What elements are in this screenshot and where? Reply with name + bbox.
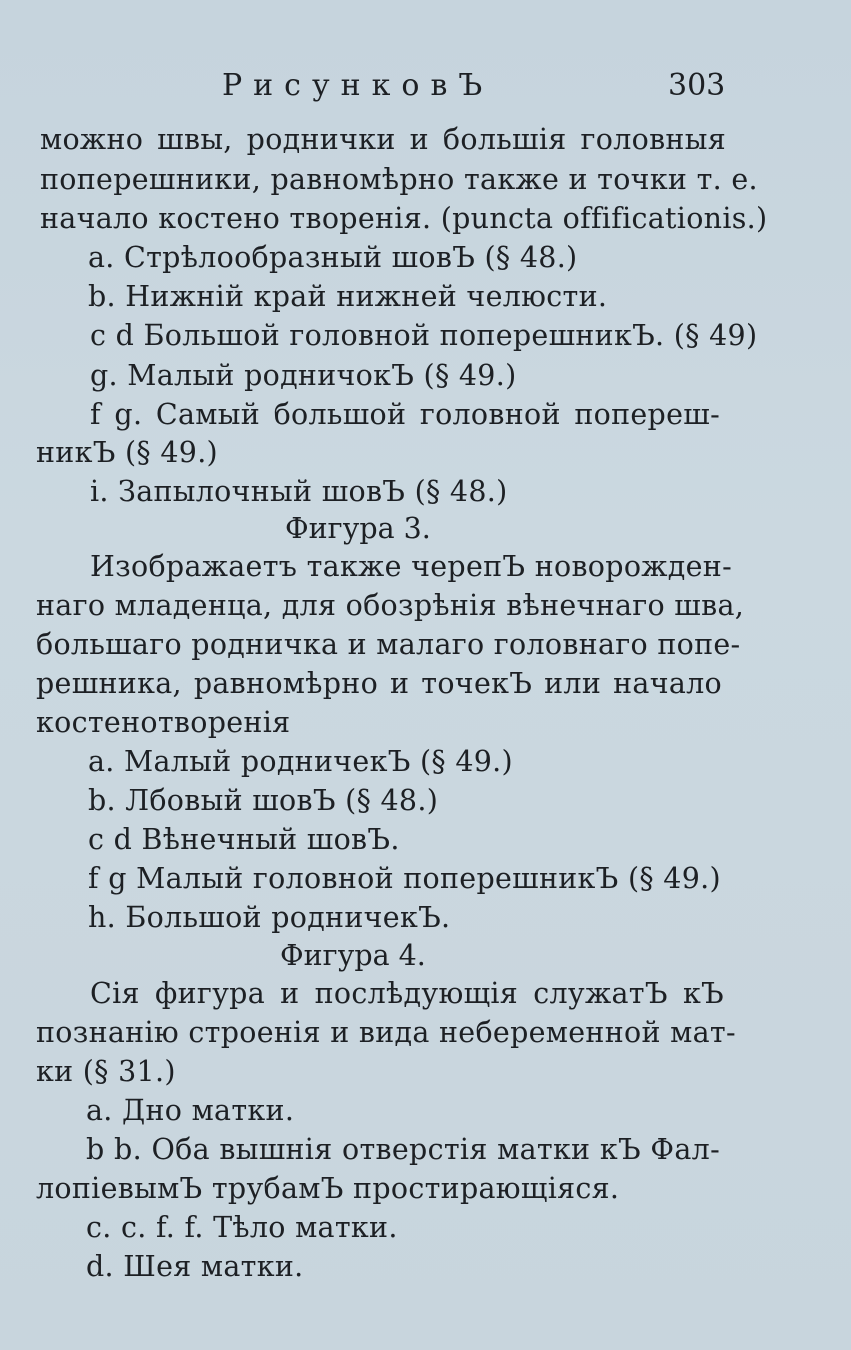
page-number: 303 [668,68,726,103]
text-line: решника, равномѣрно и точекЪ или начало [36,667,722,700]
text-line: начало костено творенія. (puncta offificationis.) [40,202,768,235]
text-line: f g. Самый большой головной попереш- [90,398,720,431]
text-line: Изображаетъ также черепЪ новорожден- [90,550,733,583]
text-line: h. Большой родничекЪ. [88,901,451,934]
figure-4-heading: Фигура 4. [280,939,426,972]
text-line: g. Малый родничокЪ (§ 49.) [90,359,517,392]
text-line: ки (§ 31.) [36,1055,176,1088]
text-line: f g Малый головной поперешникЪ (§ 49.) [88,862,721,895]
text-line: наго младенца, для обозрѣнія вѣнечнаго шва, [36,589,745,622]
text-line: a. Дно матки. [86,1094,295,1127]
text-line: d. Шея матки. [86,1250,304,1283]
text-line: c. c. f. f. Тѣло матки. [86,1211,398,1244]
text-line: поперешники, равномѣрно также и точки т. е. [40,163,758,196]
text-line: c d Вѣнечный шовЪ. [88,823,400,856]
text-line: a. Малый родничекЪ (§ 49.) [88,745,513,778]
text-line: a. Стрѣлообразный шовЪ (§ 48.) [88,241,578,274]
text-line: Сія фигура и послѣдующія служатЪ кЪ [90,977,724,1010]
text-line: никЪ (§ 49.) [36,436,218,469]
text-line: познанію строенія и вида небеременной мат- [36,1016,736,1049]
text-line: c d Большой головной поперешникЪ. (§ 49) [90,319,758,352]
page-header [0,66,851,106]
text-line: костенотворенія [36,706,291,739]
running-title: РисунковЪ [222,68,494,103]
text-line: i. Запылочный шовЪ (§ 48.) [90,475,508,508]
text-line: b b. Оба вышнія отверстія матки кЪ Фал- [86,1133,720,1166]
text-line: большаго родничка и малаго головнаго попе- [36,628,741,661]
text-line: b. Лбовый шовЪ (§ 48.) [88,784,439,817]
figure-3-heading: Фигура 3. [285,512,431,545]
text-line: лопіевымЪ трубамЪ простирающіяся. [36,1172,620,1205]
text-line: можно швы, роднички и большія головныя [40,123,726,156]
text-line: b. Нижній край нижней челюсти. [88,280,608,313]
